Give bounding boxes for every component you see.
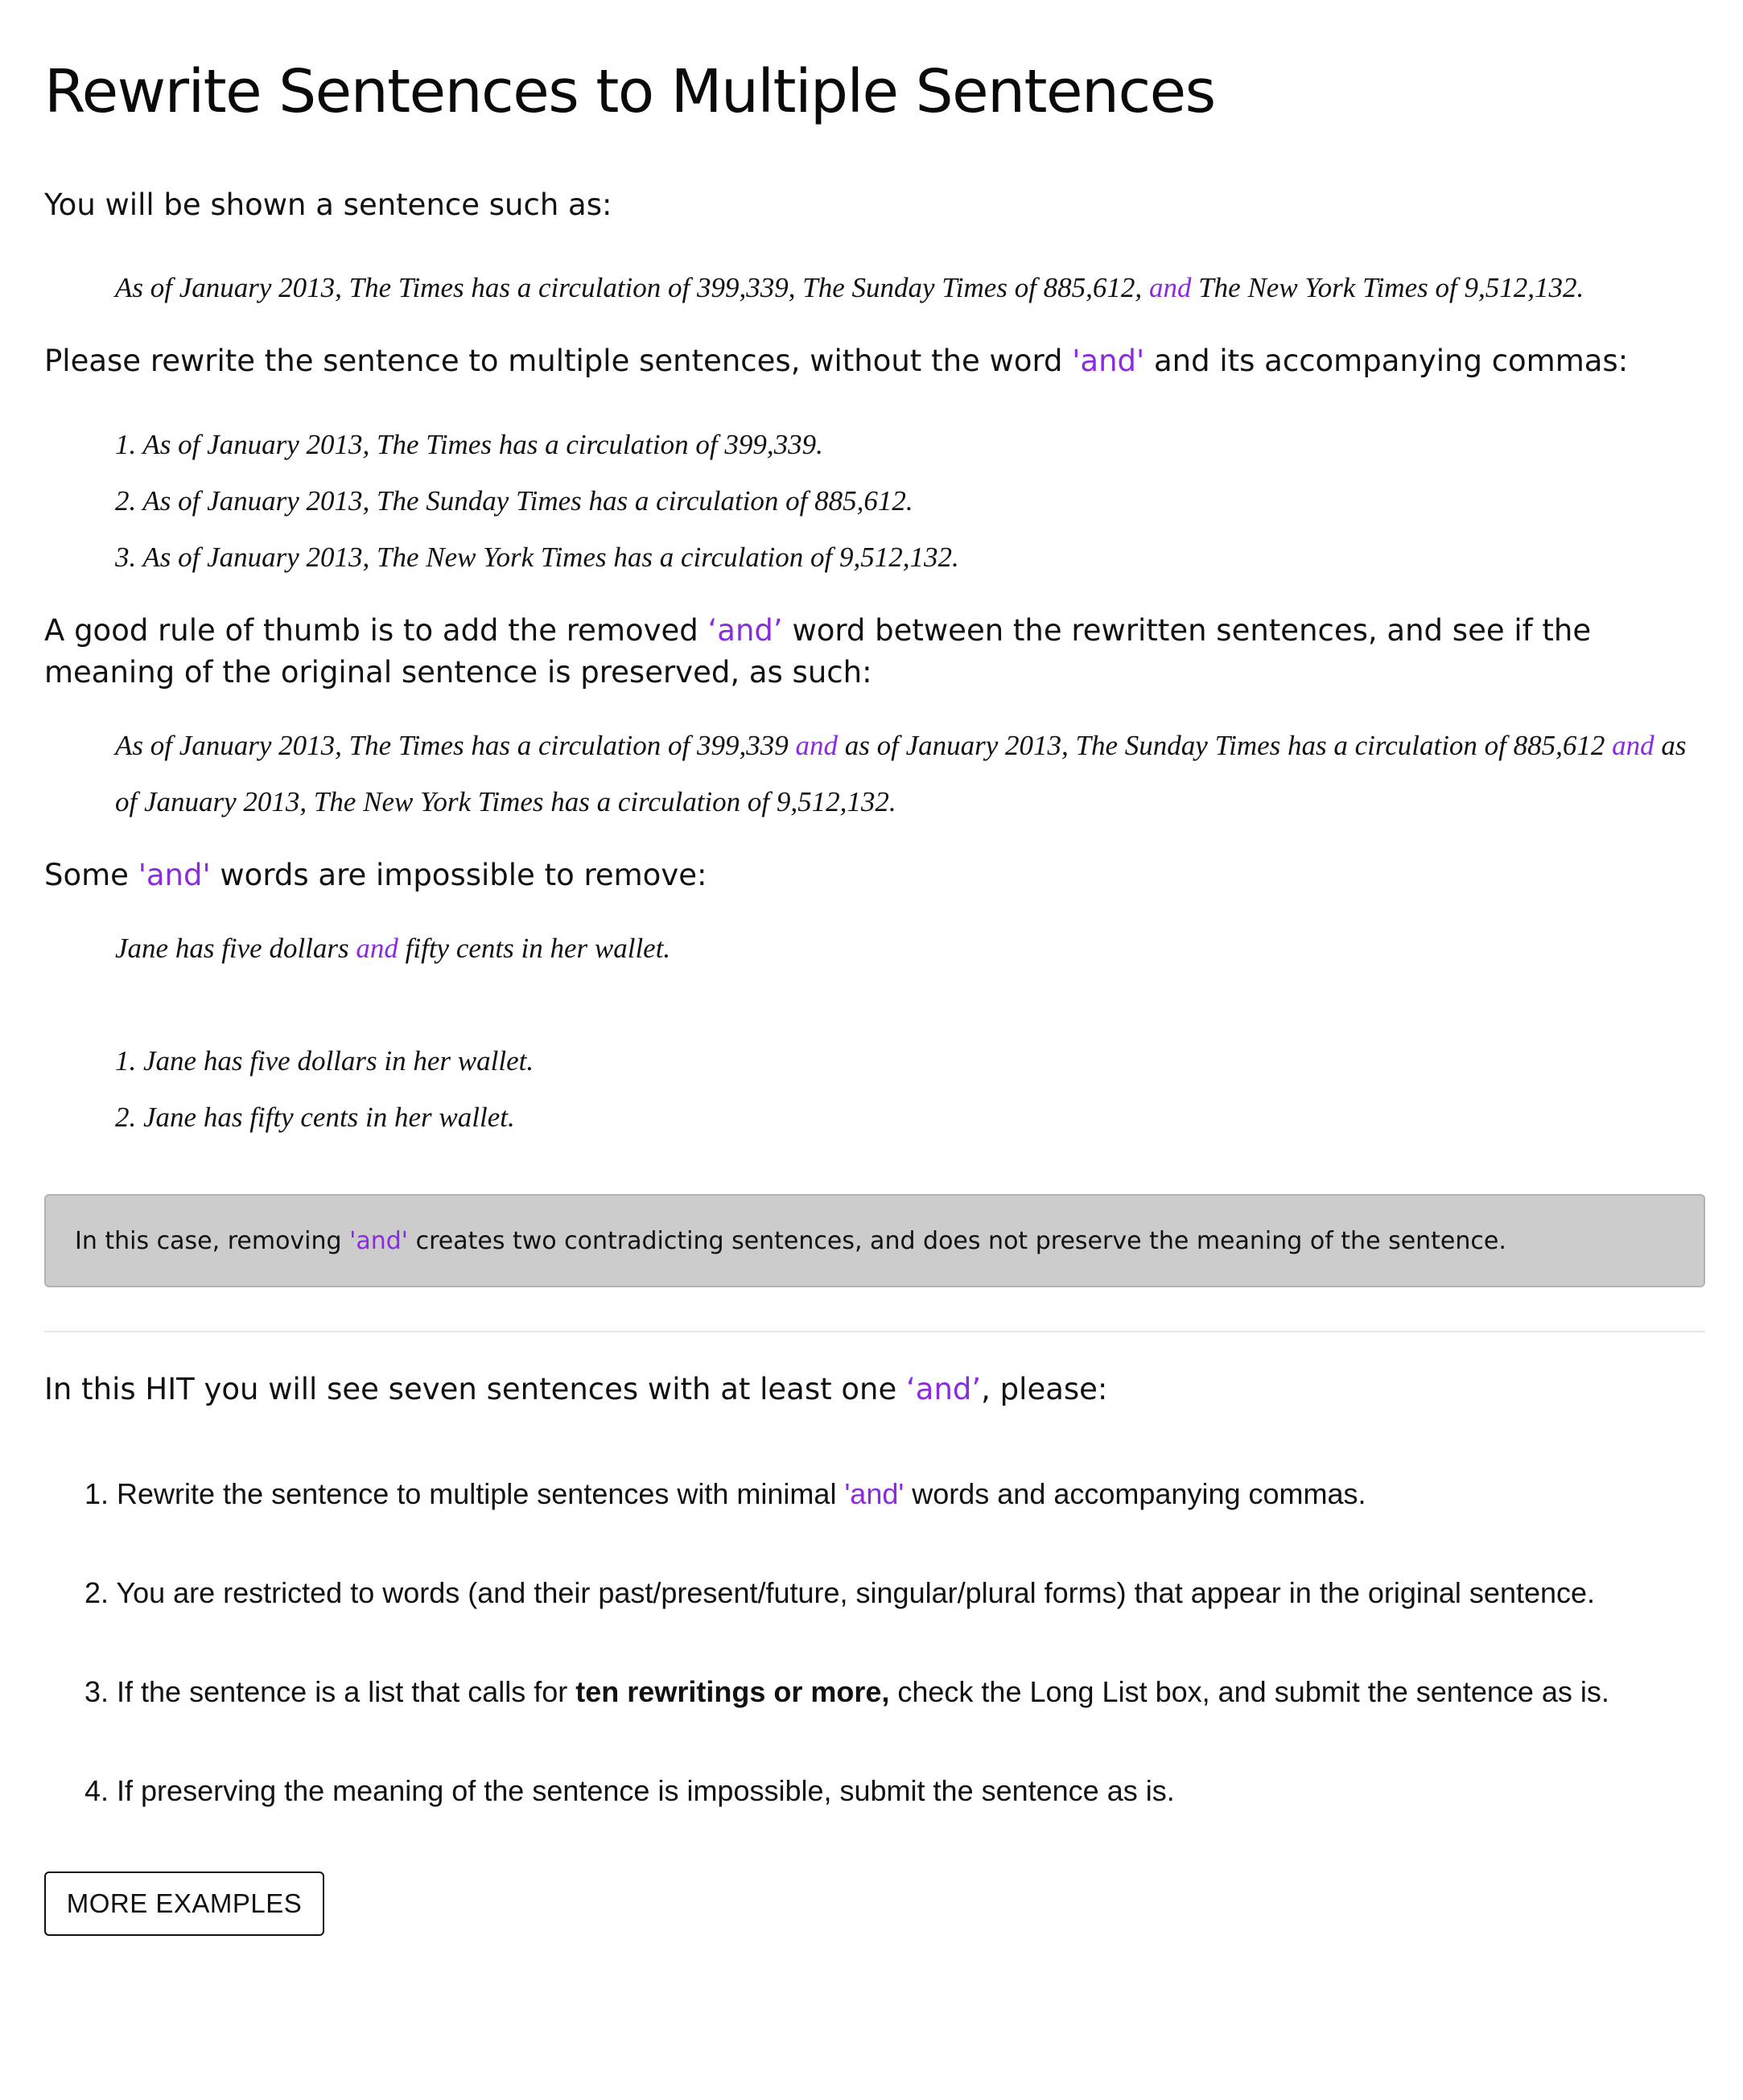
example-sentence: As of January 2013, The Times has a circulation of 399,339, The Sunday Times of 885,612, and The New York Times of 9,512,132. — [115, 272, 1584, 303]
and-highlight: ‘and’ — [906, 1372, 982, 1406]
rule-of-thumb-text: A good rule of thumb is to add the removed ‘and’ word between the rewritten sentences, and see if the meaning of the original sentence is preserved, as such: — [44, 613, 1592, 690]
more-examples-button[interactable]: MORE EXAMPLES — [44, 1871, 324, 1936]
hit-intro-text: In this HIT you will see seven sentences with at least one ‘and’, please: — [44, 1372, 1108, 1406]
and-highlight: 'and' — [1072, 344, 1145, 378]
impossible-example-sentence: Jane has five dollars and fifty cents in her wallet. — [115, 933, 671, 964]
rule-item: 3. If the sentence is a list that calls for ten rewritings or more, check the Long List box, and submit the sentence as is. — [84, 1675, 1609, 1708]
and-highlight: and — [795, 730, 838, 761]
rule-item: 4. If preserving the meaning of the sentence is impossible, submit the sentence as is. — [84, 1774, 1175, 1807]
bold-emphasis: ten rewritings or more, — [575, 1675, 890, 1708]
and-highlight: and — [1148, 272, 1192, 303]
and-highlight: 'and' — [138, 858, 211, 892]
and-highlight: ‘and’ — [707, 613, 783, 648]
rule-item: 1. Rewrite the sentence to multiple sentences with minimal 'and' words and accompanying commas. — [84, 1477, 1366, 1510]
rules-list — [44, 1473, 1699, 1812]
and-highlight: and — [1612, 730, 1654, 761]
rule-item: 2. You are restricted to words (and their past/present/future, singular/plural forms) that appear in the original sentence. — [84, 1576, 1596, 1609]
intro-text: You will be shown a sentence such as: — [44, 187, 612, 222]
list-item: 2. Jane has fifty cents in her wallet. — [115, 1101, 515, 1133]
rewrite-instruction: Please rewrite the sentence to multiple sentences, without the word 'and' and its accompanying commas: — [44, 344, 1629, 378]
preserved-meaning-example: As of January 2013, The Times has a circulation of 399,339 and as of January 2013, The Sunday Times has a circulation of 885,612 and as of January 2013, The New York Times has a circulation of 9,512,132. — [115, 730, 1687, 817]
rewrite-examples-list — [115, 417, 1699, 586]
page-title: Rewrite Sentences to Multiple Sentences — [44, 57, 1215, 126]
list-item: 3. As of January 2013, The New York Times has a circulation of 9,512,132. — [115, 541, 959, 573]
impossible-rewrites-list — [115, 1033, 1699, 1146]
and-highlight: and — [356, 933, 398, 964]
and-highlight: 'and' — [844, 1477, 904, 1510]
list-item: 2. As of January 2013, The Sunday Times has a circulation of 885,612. — [115, 485, 913, 517]
note-box: In this case, removing 'and' creates two contradicting sentences, and does not preserve the meaning of the sentence. — [44, 1194, 1705, 1287]
impossible-text: Some 'and' words are impossible to remove: — [44, 858, 707, 892]
list-item: 1. As of January 2013, The Times has a circulation of 399,339. — [115, 429, 823, 460]
and-highlight: 'and' — [349, 1226, 409, 1255]
list-item: 1. Jane has five dollars in her wallet. — [115, 1045, 534, 1077]
